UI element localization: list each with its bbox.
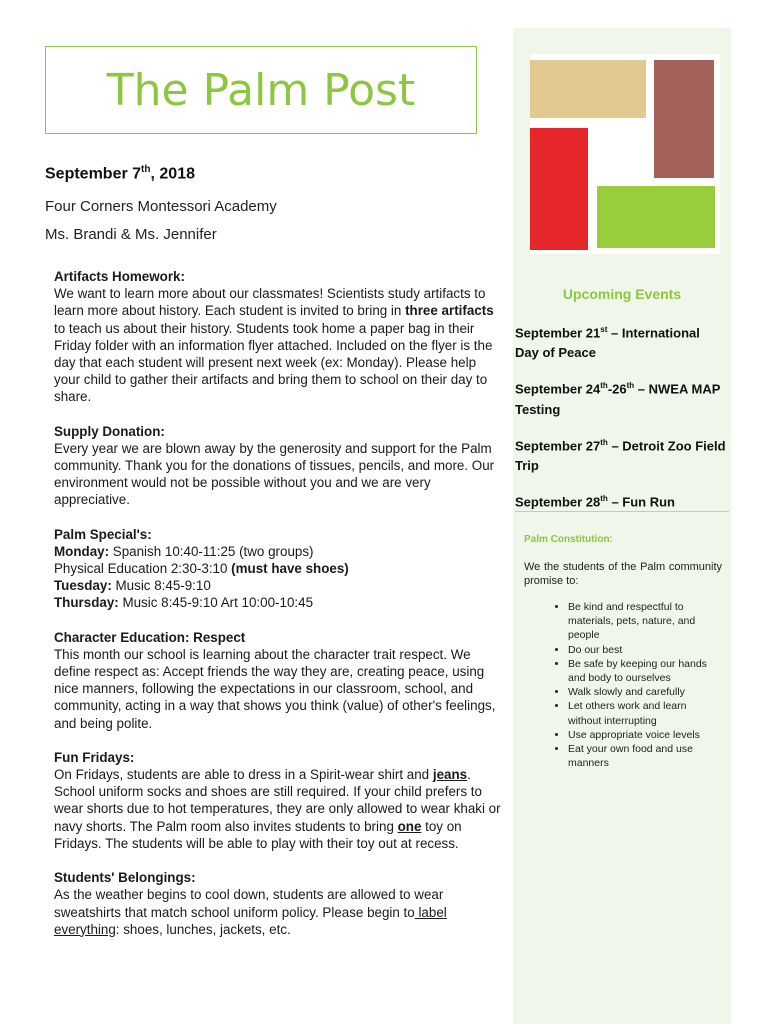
event-item: September 27th – Detroit Zoo Field Trip bbox=[515, 437, 726, 473]
event-item: September 24th-26th – NWEA MAP Testing bbox=[515, 381, 721, 417]
events-list bbox=[515, 320, 727, 525]
list-item: • Do our best bbox=[568, 643, 722, 657]
fridays-heading: Fun Fridays: bbox=[54, 749, 135, 765]
event-item: September 28th – Fun Run bbox=[515, 493, 675, 510]
supply-section bbox=[54, 423, 502, 509]
character-body: This month our school is learning about the character trait respect. We define respect as: Accept friends the way they are, creating peace, using nice manners, following the expectations in our classroom, school, and community, acting in a way that shows you think (value) of other's feelings, and being polite. bbox=[54, 646, 496, 731]
upcoming-events-title: Upcoming Events bbox=[562, 286, 682, 302]
specials-heading: Palm Special's: bbox=[54, 526, 152, 542]
list-item: • Let others work and learn without interrupting bbox=[568, 699, 722, 727]
specials-tuesday: Tuesday: Music 8:45-9:10 bbox=[54, 578, 211, 594]
artifacts-body: We want to learn more about our classmates! Scientists study artifacts to learn more about history. Each student is invited to bring in three artifacts to teach us about their history. Students took home a paper bag in their Friday folder with an information flyer attached. Included on the flyer is the day that each student will present next week (ex: Monday). Please help your child to gather their artifacts and bring them to school on their day to share. bbox=[54, 286, 494, 405]
list-item: • Be safe by keeping our hands and body to ourselves bbox=[568, 657, 722, 685]
school-name: Four Corners Montessori Academy bbox=[45, 198, 277, 215]
belongings-section bbox=[54, 869, 502, 938]
specials-section bbox=[54, 526, 502, 612]
constitution-title: Palm Constitution: bbox=[524, 534, 613, 545]
list-item: • Be kind and respectful to materials, pets, nature, and people bbox=[568, 600, 722, 643]
brown-block bbox=[654, 60, 714, 178]
supply-heading: Supply Donation: bbox=[54, 423, 165, 439]
artifacts-heading: Artifacts Homework: bbox=[54, 269, 185, 284]
teacher-names: Ms. Brandi & Ms. Jennifer bbox=[45, 226, 217, 243]
belongings-heading: Students' Belongings: bbox=[54, 870, 196, 886]
fridays-body: On Fridays, students are able to dress in a Spirit-wear shirt and jeans. School uniform socks and shoes are still required. If your child prefers to wear shorts due to hot temperatures, they are only allowed to wear khaki or navy shorts. The Palm room also invites students to bring one toy on Fridays. The students will be able to play with their toy out at recess. bbox=[54, 767, 501, 851]
specials-thursday: Thursday: Music 8:45-9:10 Art 10:00-10:45 bbox=[54, 595, 314, 611]
main-column bbox=[54, 268, 502, 955]
sidebar-divider bbox=[515, 511, 729, 512]
list-item: • Use appropriate voice levels bbox=[568, 728, 722, 742]
issue-date: September 7th, 2018 bbox=[45, 164, 195, 183]
artifacts-section bbox=[54, 268, 502, 406]
red-block bbox=[530, 128, 588, 250]
fridays-section bbox=[54, 749, 502, 852]
specials-monday: Monday: Spanish 10:40-11:25 (two groups) bbox=[54, 543, 314, 559]
color-block-art bbox=[530, 54, 720, 254]
list-item: • Eat your own food and use manners bbox=[568, 742, 722, 770]
list-item: • Walk slowly and carefully bbox=[568, 685, 722, 699]
belongings-body: As the weather begins to cool down, students are allowed to wear sweatshirts that match school uniform policy. Please begin to label everything: shoes, lunches, jackets, etc. bbox=[54, 887, 447, 937]
character-heading: Character Education: Respect bbox=[54, 629, 246, 645]
constitution-rules bbox=[530, 600, 722, 770]
tan-block bbox=[530, 60, 646, 118]
specials-pe: Physical Education 2:30-3:10 (must have shoes) bbox=[54, 561, 349, 577]
masthead-box bbox=[45, 46, 477, 134]
green-block bbox=[597, 186, 715, 248]
supply-body: Every year we are blown away by the generosity and support for the Palm community. Thank you for the donations of tissues, pencils, and more. Our environment would not be possible without you and we are very appreciative. bbox=[54, 440, 495, 508]
character-section bbox=[54, 629, 502, 732]
newsletter-title: The Palm Post bbox=[106, 64, 416, 116]
event-item: September 21st – International Day of Peace bbox=[515, 325, 700, 361]
constitution-intro: We the students of the Palm community promise to: bbox=[524, 561, 722, 587]
